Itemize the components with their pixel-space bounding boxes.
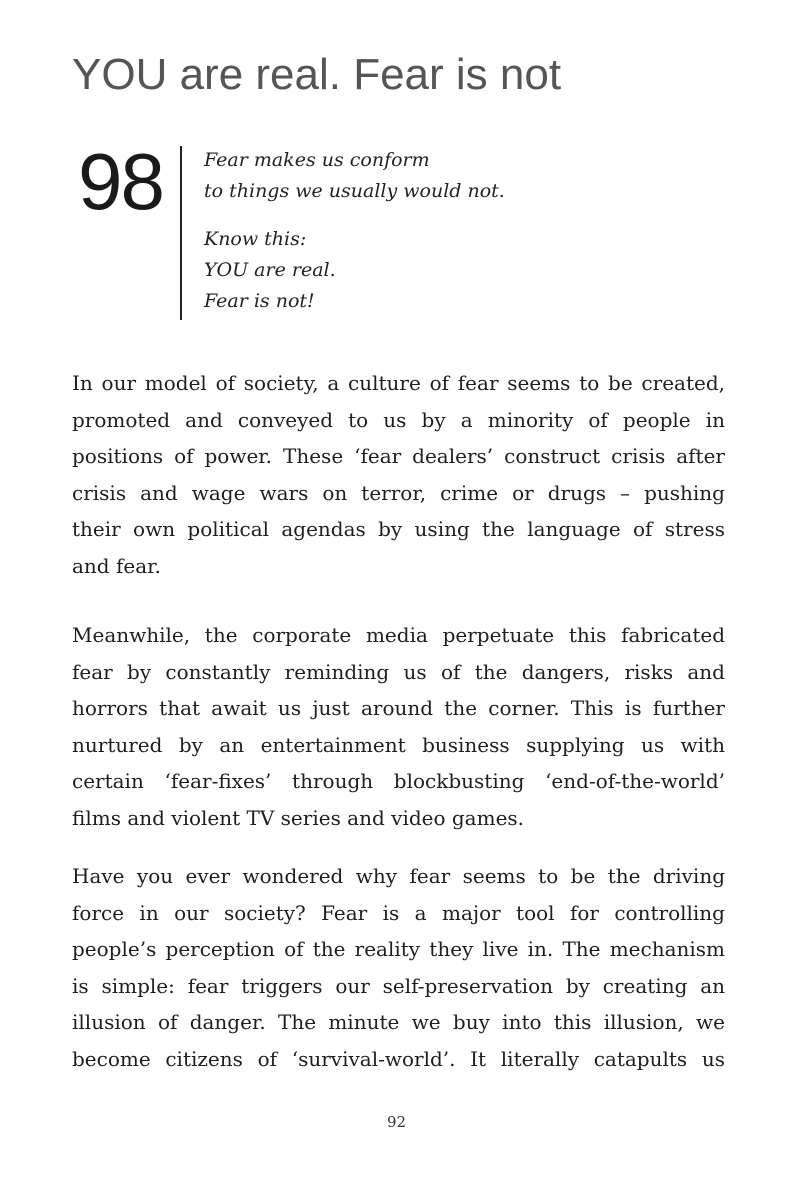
- callout-number: 98: [78, 137, 163, 226]
- paragraph-line: positions of power. These ‘fear dealers’ construct crisis after: [72, 444, 725, 468]
- stanza-gap: [204, 207, 505, 224]
- paragraph-line: crisis and wage wars on terror, crime or drugs – pushing: [72, 480, 725, 505]
- paragraph-line: illusion of danger. The minute we buy into this illusion, we: [72, 1010, 725, 1034]
- paragraph-line: promoted and conveyed to us by a minority of people in: [72, 407, 725, 432]
- paragraph-line: certain ‘fear-fixes’ through blockbusting ‘end-of-the-world’: [72, 769, 725, 793]
- paragraph-line: and fear.: [72, 553, 161, 578]
- paragraph-line: fear by constantly reminding us of the dangers, risks and: [72, 659, 725, 684]
- callout-line: to things we usually would not.: [204, 180, 505, 202]
- paragraph-line: films and violent TV series and video games.: [72, 805, 525, 830]
- body-paragraph-2: [72, 617, 725, 836]
- paragraph-line: become citizens of ‘survival-world’. It literally catapults us: [72, 1046, 725, 1071]
- callout-line: YOU are real.: [204, 259, 336, 281]
- page-number: 92: [386, 1113, 407, 1131]
- paragraph-line: people’s perception of the reality they live in. The mechanism: [72, 937, 725, 961]
- callout-divider: [180, 146, 182, 320]
- callout-line: Fear makes us conform: [204, 149, 430, 171]
- callout-line: Know this:: [204, 228, 307, 250]
- callout-line: Fear is not!: [204, 290, 315, 312]
- paragraph-line: Have you ever wondered why fear seems to be the driving: [72, 864, 725, 888]
- paragraph-line: their own political agendas by using the language of stress: [72, 517, 725, 541]
- body-paragraph-1: [72, 365, 725, 584]
- paragraph-line: In our model of society, a culture of fear seems to be created,: [72, 371, 725, 395]
- paragraph-line: Meanwhile, the corporate media perpetuate this fabricated: [72, 623, 725, 647]
- paragraph-line: nurtured by an entertainment business supplying us with: [72, 732, 725, 757]
- paragraph-line: force in our society? Fear is a major tool for controlling: [72, 900, 725, 925]
- paragraph-line: horrors that await us just around the corner. This is further: [72, 696, 725, 720]
- callout-quote: [204, 145, 505, 317]
- page-title: YOU are real. Fear is not: [72, 50, 562, 99]
- paragraph-line: is simple: fear triggers our self-preservation by creating an: [72, 973, 725, 998]
- body-paragraph-3: [72, 858, 725, 1077]
